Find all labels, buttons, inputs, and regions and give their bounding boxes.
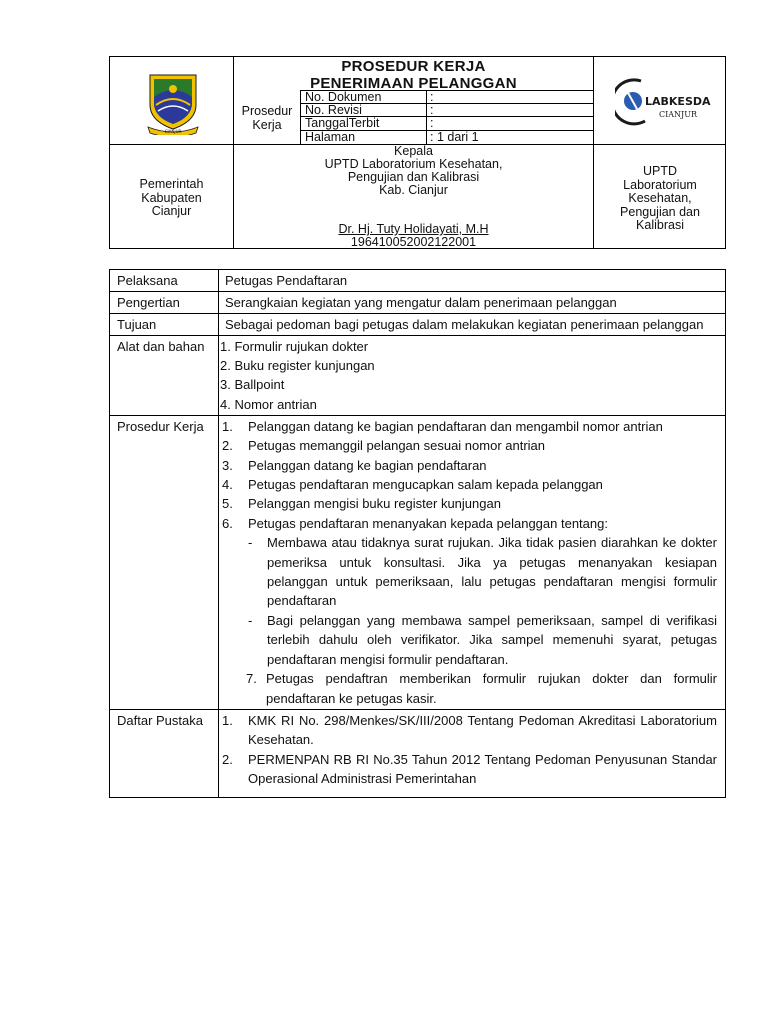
meta-label-terbit: TanggalTerbit <box>305 116 380 130</box>
svg-text:LABKESDA: LABKESDA <box>645 95 711 108</box>
title-line-2: PENERIMAAN PELANGGAN <box>310 75 517 92</box>
cianjur-emblem-logo <box>146 71 200 135</box>
doc-type-line: Kerja <box>252 118 282 132</box>
row-value: Petugas Pendaftaran <box>225 273 348 288</box>
table-row <box>110 709 725 797</box>
approver-title-line: Kepala <box>394 144 433 158</box>
row-value: Serangkaian kegiatan yang mengatur dalam penerimaan pelanggan <box>225 295 617 310</box>
org-line: Kabupaten <box>141 190 202 205</box>
meta-label-dokumen: No. Dokumen <box>305 90 382 104</box>
header-divider <box>426 90 427 144</box>
title-line-1: PROSEDUR KERJA <box>341 58 486 75</box>
list-text: KMK RI No. 298/Menkes/SK/III/2008 Tentang Pedoman Akreditasi Laboratorium Kesehatan. <box>248 712 717 748</box>
org-line: Pemerintah <box>139 177 204 191</box>
row-label: Daftar Pustaka <box>110 710 219 797</box>
list-text: Pelanggan datang ke bagian pendaftaran <box>248 457 487 473</box>
row-label: Pengertian <box>110 292 219 313</box>
doc-type-line: Prosedur <box>241 104 293 118</box>
dash-marker: - <box>248 612 253 628</box>
meta-value-halaman: : 1 dari 1 <box>430 130 479 144</box>
row-value <box>219 416 725 709</box>
list-item <box>222 514 717 533</box>
list-item <box>222 456 717 475</box>
list-item <box>222 417 717 436</box>
list-text: Membawa atau tidaknya surat rujukan. Jika tidak pasien diarahkan ke dokter pemeriksa untuk konsultasi. Jika ya petugas menanyakan kesiapan pelanggan untuk pemeriksaan, lalu petugas pendaftaran mengisi formulir pendaftaran <box>267 535 717 609</box>
list-item: 4. Nomor antrian <box>220 396 317 412</box>
table-row <box>110 313 725 335</box>
document-type <box>234 104 300 132</box>
list-item <box>222 494 717 513</box>
table-row <box>110 270 725 291</box>
svg-text:CIANJUR: CIANJUR <box>164 129 182 134</box>
approver-title-line: Kab. Cianjur <box>379 183 448 197</box>
list-item: 1. Formulir rujukan dokter <box>220 339 369 354</box>
list-number: 2. <box>222 438 233 454</box>
list-item: 3. Ballpoint <box>220 377 285 393</box>
list-item <box>222 669 717 708</box>
list-number: 5. <box>222 496 233 512</box>
procedure-table <box>109 269 726 798</box>
svg-text:CIANJUR: CIANJUR <box>659 110 698 119</box>
list-text: Bagi pelanggan yang membawa sampel pemeriksaan, sampel di verifikasi terlebih dahulu oleh verifikator. Jika sampel memenuhi syarat, petugas pendaftaran mengisi formulir pendaftaran. <box>267 612 717 667</box>
row-value <box>219 336 725 415</box>
list-text: Petugas pendaftaran menanyakan kepada pelanggan tentang: <box>248 515 608 531</box>
list-number: 3. <box>222 457 233 473</box>
dash-marker: - <box>248 535 253 551</box>
org-line: Kalibrasi <box>636 218 684 232</box>
list-text: Petugas pendaftaran mengucapkan salam kepada pelanggan <box>248 477 603 493</box>
list-text: Pelanggan mengisi buku register kunjungan <box>248 496 501 512</box>
list-text: Pelanggan datang ke bagian pendaftaran dan mengambil nomor antrian <box>248 418 663 434</box>
approver-nip: 196410052002122001 <box>350 235 477 249</box>
row-label: Tujuan <box>110 314 219 335</box>
row-value <box>219 710 725 797</box>
list-text: PERMENPAN RB RI No.35 Tahun 2012 Tentang Pedoman Penyusunan Standar Operasional Administrasi Pemerintahan <box>248 751 717 787</box>
row-label: Alat dan bahan <box>110 336 219 415</box>
org-line: Laboratorium <box>623 177 697 192</box>
approver-title-line: UPTD Laboratorium Kesehatan, <box>324 157 503 171</box>
meta-value-revisi: : <box>430 103 434 117</box>
row-label: Prosedur Kerja <box>110 416 219 709</box>
org-line: UPTD <box>642 164 678 178</box>
org-line: Pengujian dan <box>620 204 700 219</box>
list-number: 7. <box>246 671 257 687</box>
list-item <box>222 711 717 750</box>
list-number: 1. <box>222 712 233 728</box>
meta-label-halaman: Halaman <box>305 130 356 144</box>
labkesda-logo <box>615 75 715 131</box>
approver-signature <box>234 223 593 249</box>
procedure-list <box>222 417 717 533</box>
table-row <box>110 415 725 709</box>
left-organization <box>110 178 233 219</box>
list-item <box>222 475 717 494</box>
table-row <box>110 335 725 415</box>
list-item: 2. Buku register kunjungan <box>220 358 375 374</box>
row-value: Sebagai pedoman bagi petugas dalam melakukan kegiatan penerimaan pelanggan <box>225 317 704 332</box>
list-number: 2. <box>222 751 233 767</box>
approver-name: Dr. Hj. Tuty Holidayati, M.H <box>338 222 489 236</box>
list-number: 6. <box>222 515 233 531</box>
document-title <box>234 58 593 92</box>
sub-list-item <box>222 533 717 611</box>
table-row <box>110 291 725 313</box>
approver-title-line: Pengujian dan Kalibrasi <box>347 170 480 184</box>
org-line: Cianjur <box>151 204 192 218</box>
meta-label-revisi: No. Revisi <box>305 103 362 117</box>
row-label: Pelaksana <box>110 270 219 291</box>
reference-list <box>222 711 717 789</box>
list-text: Petugas pendaftran memberikan formulir rujukan dokter dan formulir pendaftaran ke petugas kasir. <box>266 671 717 706</box>
approver-block <box>234 145 593 197</box>
list-item <box>222 750 717 789</box>
list-text: Petugas memanggil pelangan sesuai nomor antrian <box>248 438 546 454</box>
meta-value-dokumen: : <box>430 90 434 104</box>
right-organization <box>594 165 726 233</box>
list-number: 1. <box>222 418 233 434</box>
meta-value-terbit: : <box>430 116 434 130</box>
list-item <box>222 436 717 455</box>
header-divider <box>300 90 301 144</box>
document-header <box>109 56 726 249</box>
sub-list-item <box>222 611 717 669</box>
list-number: 4. <box>222 477 233 493</box>
org-line: Kesehatan, <box>628 191 692 205</box>
